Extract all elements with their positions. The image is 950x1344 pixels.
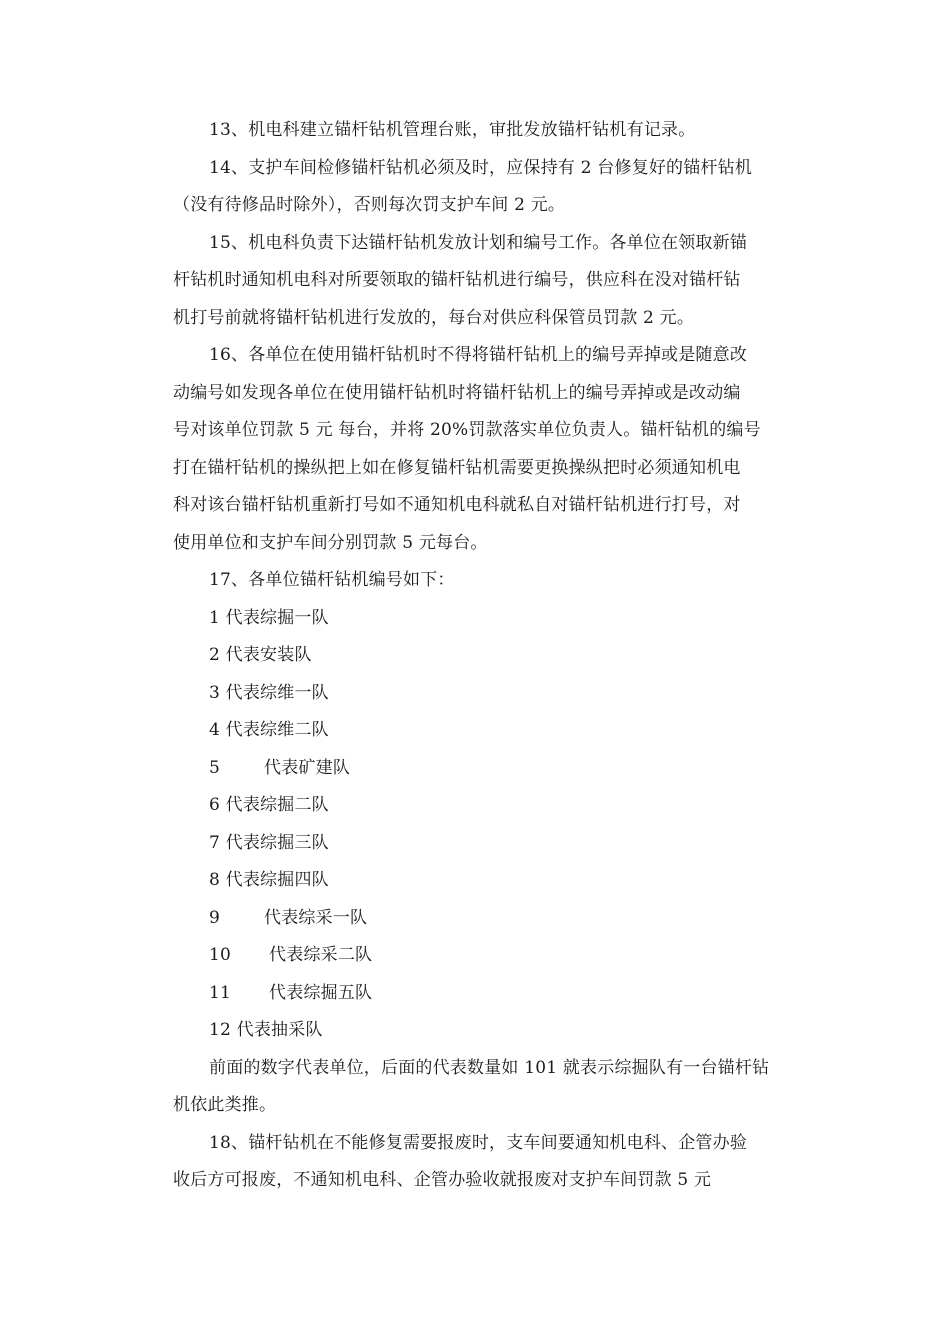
paragraph-16-line: 16、各单位在使用锚杆钻机时不得将锚杆钻机上的编号弄掉或是随意改: [209, 345, 748, 365]
unit-code-number: 3: [209, 682, 221, 703]
unit-code-item: [173, 900, 825, 938]
paragraph-16-line: 打在锚杆钻机的操纵把上如在修复锚杆钻机需要更换操纵把时必须通知机电: [173, 457, 741, 478]
paragraph-15-line: 杆钻机时通知机电科对所要领取的锚杆钻机进行编号，供应科在没对锚杆钻: [173, 270, 741, 290]
unit-code-number: 12: [209, 1020, 232, 1040]
unit-code-item: [173, 712, 825, 750]
unit-code-label: 代表抽采队: [236, 1020, 323, 1040]
paragraph-17: 17、各单位锚杆钻机编号如下：: [209, 570, 455, 590]
unit-code-number: 11: [209, 982, 232, 1003]
paragraph-14-line: 14、支护车间检修锚杆钻机必须及时，应保持有 2 台修复好的锚杆钻机: [209, 157, 753, 178]
unit-code-item: [173, 600, 825, 638]
unit-code-number: 5: [209, 757, 221, 778]
unit-code-item: [173, 825, 825, 863]
unit-code-label: 代表综维二队: [225, 720, 329, 740]
unit-code-list: [173, 600, 825, 1050]
unit-code-label: 代表综掘四队: [225, 870, 329, 890]
paragraph-15-line: 15、机电科负责下达锚杆钻机发放计划和编号工作。各单位在领取新锚: [209, 232, 748, 253]
unit-code-label: 代表安装队: [225, 645, 312, 665]
unit-code-item: [173, 862, 825, 900]
unit-code-number: 7: [209, 832, 221, 853]
unit-code-label: 代表综采一队: [264, 907, 368, 928]
paragraph-14-line: （没有待修品时除外），否则每次罚支护车间 2 元。: [173, 195, 566, 215]
unit-code-item: [173, 1012, 825, 1050]
unit-code-item: [173, 787, 825, 825]
paragraph-16-line: 使用单位和支护车间分别罚款 5 元每台。: [173, 532, 488, 553]
explanation-line: 机依此类推。: [173, 1095, 277, 1115]
document-page: [173, 112, 825, 1200]
unit-code-item: [173, 975, 825, 1013]
unit-code-item: [173, 637, 825, 675]
unit-code-label: 代表综掘一队: [225, 607, 329, 628]
unit-code-number: 2: [209, 645, 221, 665]
unit-code-label: 代表综掘二队: [225, 795, 329, 815]
unit-code-label: 代表矿建队: [264, 757, 351, 778]
unit-code-number: 10: [209, 945, 232, 965]
unit-code-label: 代表综掘五队: [269, 982, 373, 1003]
explanation-line: 前面的数字代表单位，后面的代表数量如 101 就表示综掘队有一台锚杆钻: [209, 1057, 770, 1078]
unit-code-label: 代表综维一队: [225, 682, 329, 703]
paragraph-18-line: 收后方可报废，不通知机电科、企管办验收就报废对支护车间罚款 5 元: [173, 1170, 712, 1190]
unit-code-item: [173, 937, 825, 975]
unit-code-item: [173, 675, 825, 713]
paragraph-16-line: 科对该台锚杆钻机重新打号如不通知机电科就私自对锚杆钻机进行打号，对: [173, 495, 741, 515]
paragraph-18-line: 18、锚杆钻机在不能修复需要报废时，支车间要通知机电科、企管办验: [209, 1132, 748, 1153]
unit-code-number: 4: [209, 720, 221, 740]
paragraph-15-line: 机打号前就将锚杆钻机进行发放的，每台对供应科保管员罚款 2 元。: [173, 307, 695, 328]
paragraph-16-line: 动编号如发现各单位在使用锚杆钻机时将锚杆钻机上的编号弄掉或是改动编: [173, 382, 741, 403]
unit-code-number: 1: [209, 607, 221, 628]
unit-code-number: 8: [209, 870, 221, 890]
unit-code-item: [173, 750, 825, 788]
unit-code-label: 代表综掘三队: [225, 832, 329, 853]
unit-code-label: 代表综采二队: [269, 945, 373, 965]
paragraph-13: 13、机电科建立锚杆钻机管理台账，审批发放锚杆钻机有记录。: [209, 120, 696, 140]
unit-code-number: 9: [209, 907, 221, 928]
paragraph-16-line: 号对该单位罚款 5 元 每台，并将 20%罚款落实单位负责人。锚杆钻机的编号: [173, 420, 761, 440]
unit-code-number: 6: [209, 795, 221, 815]
